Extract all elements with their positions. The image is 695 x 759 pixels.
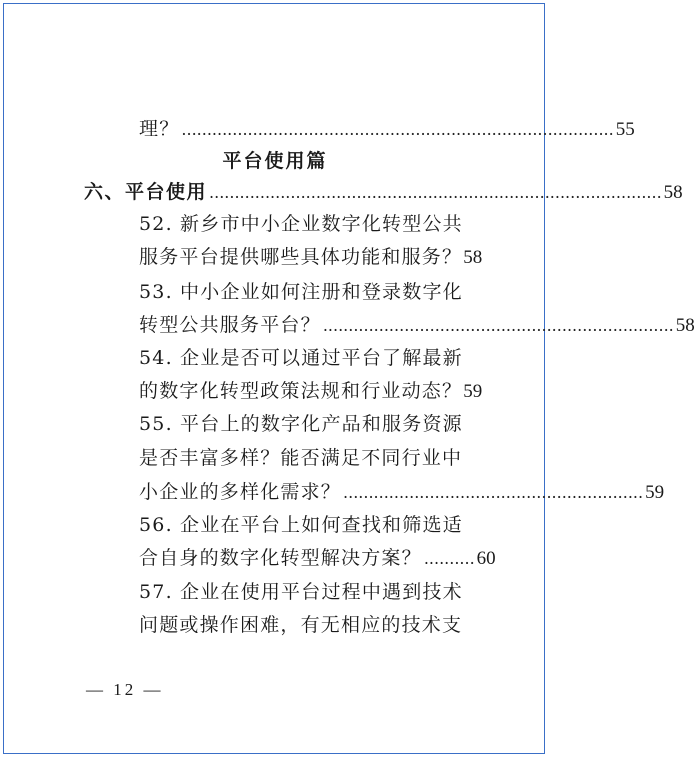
page-number-footer: — 12 — (86, 680, 164, 699)
leader-dots: ........................................................... (343, 483, 644, 502)
leader-dots: ......................................................................................... (209, 183, 662, 202)
toc-page-number: 58 (675, 315, 695, 336)
toc-entry-55-line2[interactable]: 是否丰富多样？能否满足不同行业中 (139, 447, 463, 469)
toc-entry-text: 转型公共服务平台？ (139, 314, 321, 336)
toc-entry-53-line2[interactable] (139, 313, 695, 338)
toc-entry-54-line2[interactable] (139, 379, 483, 404)
toc-entry-55-line3[interactable] (139, 480, 665, 505)
toc-entry-57-line2[interactable]: 问题或操作困难，有无相应的技术支 (139, 614, 463, 636)
chapter-title: 六、平台使用 (84, 181, 208, 203)
toc-page-number: 59 (463, 381, 483, 402)
toc-entry-prev[interactable] (139, 117, 635, 142)
toc-page-number: 55 (615, 119, 635, 140)
toc-entry-52-line1[interactable]: 52. 新乡市中小企业数字化转型公共 (139, 213, 463, 235)
toc-page-number: 58 (663, 182, 683, 203)
toc-entry-52-line2[interactable] (139, 245, 483, 270)
leader-dots: .......... (423, 549, 475, 568)
toc-entry-text: 合自身的数字化转型解决方案？ (139, 547, 422, 569)
toc-entry-text: 理？ (139, 118, 180, 140)
toc-entry-55-line1[interactable]: 55. 平台上的数字化产品和服务资源 (139, 413, 463, 435)
section-title: 平台使用篇 (222, 150, 328, 172)
toc-entry-53-line1[interactable]: 53. 中小企业如何注册和登录数字化 (139, 281, 463, 303)
toc-page-number: 58 (463, 247, 483, 268)
toc-entry-57-line1[interactable]: 57. 企业在使用平台过程中遇到技术 (139, 581, 463, 603)
toc-page-number: 60 (476, 548, 496, 569)
toc-entry-text: 小企业的多样化需求？ (139, 481, 342, 503)
toc-entry-text: 服务平台提供哪些具体功能和服务？ (139, 246, 463, 268)
toc-entry-56-line2[interactable] (139, 546, 496, 571)
leader-dots: ..................................................................................... (181, 120, 614, 139)
toc-entry-56-line1[interactable]: 56. 企业在平台上如何查找和筛选适 (139, 514, 463, 536)
toc-chapter[interactable] (84, 180, 683, 205)
toc-page-number: 59 (645, 482, 665, 503)
toc-entry-text: 的数字化转型政策法规和行业动态？ (139, 380, 463, 402)
leader-dots: ..................................................................... (322, 316, 674, 335)
toc-entry-54-line1[interactable]: 54. 企业是否可以通过平台了解最新 (139, 347, 463, 369)
